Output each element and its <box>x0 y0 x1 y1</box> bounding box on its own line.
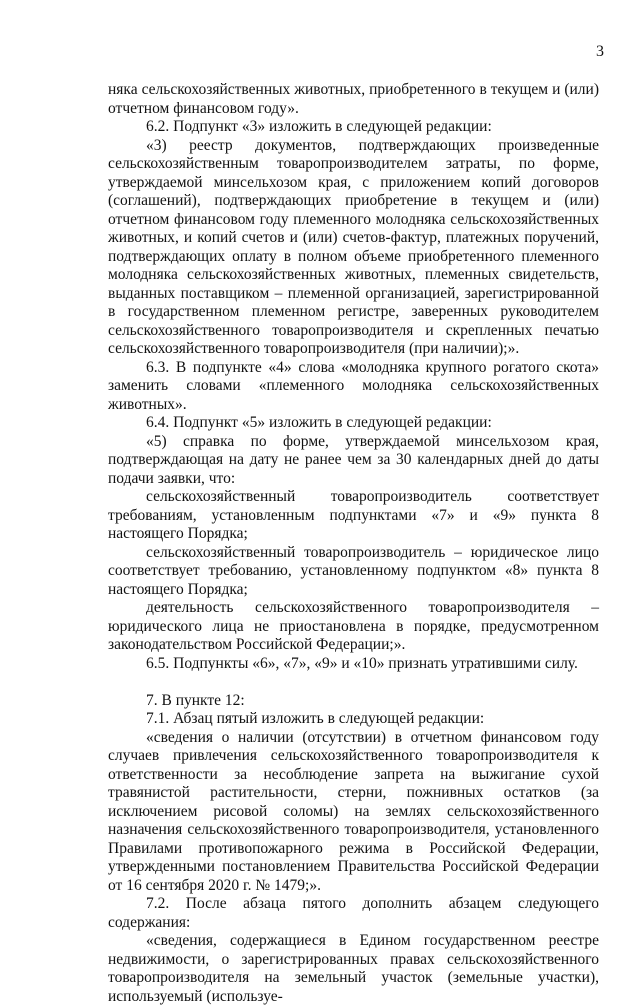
paragraph-spacer <box>108 673 599 692</box>
page-number: 3 <box>596 43 604 60</box>
paragraph: 6.3. В подпункте «4» слова «молодняка крупного рогатого скота» заменить словами «племенного молодняка сельскохозяйственных животных». <box>108 358 599 413</box>
paragraph: «5) справка по форме, утверждаемой минсельхозом края, подтверждающая на дату не ранее чем за 30 календарных дней до даты подачи заявки, что: <box>108 432 599 487</box>
paragraph: «сведения о наличии (отсутствии) в отчетном финансовом году случаев привлечения сельскохозяйственного товаропроизводителя к ответственности за несоблюдение запрета на выжигание сухой травянистой растительности, стерни, пожнивных остатков (за исключением рисовой соломы) на землях сельскохозяйственного назначения сельскохозяйственного товаропроизводителя, установленного Правилами противопожарного режима в Российской Федерации, утвержденными постановлением Правительства Российской Федерации от 16 сентября 2020 г. № 1479;». <box>108 728 599 894</box>
paragraph: деятельность сельскохозяйственного товаропроизводителя – юридического лица не приостановлена в порядке, предусмотренном законодательством Российской Федерации;». <box>108 599 599 653</box>
document-body <box>108 81 599 1006</box>
paragraph: 6.2. Подпункт «3» изложить в следующей редакции: <box>146 118 492 135</box>
paragraph: 7. В пункте 12: <box>146 691 245 709</box>
paragraph: 7.1. Абзац пятый изложить в следующей редакции: <box>146 710 485 727</box>
paragraph: 6.5. Подпункты «6», «7», «9» и «10» признать утратившими силу. <box>146 654 578 672</box>
paragraph: «3) реестр документов, подтверждающих произведенные сельскохозяйственным товаропроизводителем затраты, по форме, утверждаемой минсельхозом края, с приложением копий договоров (соглашений), подтверждающих приобретение в текущем и (или) отчетном финансовом году племенного молодняка сельскохозяйственных животных, и копий счетов и (или) счетов-фактур, платежных поручений, подтверждающих оплату в полном объеме приобретенного племенного молодняка сельскохозяйственных животных, племенных свидетельств, выданных поставщиком – племенной организацией, зарегистрированной в государственном племенном регистре, заверенных руководителем сельскохозяйственного товаропроизводителя и скрепленных печатью сельскохозяйственного товаропроизводителя (при наличии);». <box>108 136 599 357</box>
paragraph: 6.4. Подпункт «5» изложить в следующей редакции: <box>146 414 492 431</box>
paragraph: няка сельскохозяйственных животных, приобретенного в текущем и (или) отчетном финансовом году». <box>108 81 599 117</box>
paragraph: 7.2. После абзаца пятого дополнить абзацем следующего содержания: <box>108 895 599 931</box>
paragraph: сельскохозяйственный товаропроизводитель соответствует требованиям, установленным подпунктами «7» и «9» пункта 8 настоящего Порядка; <box>108 488 599 542</box>
paragraph: сельскохозяйственный товаропроизводитель – юридическое лицо соответствует требованию, установленному подпунктом «8» пункта 8 настоящего Порядка; <box>108 543 599 598</box>
paragraph: «сведения, содержащиеся в Едином государственном реестре недвижимости, о зарегистрированных правах сельскохозяйственного товаропроизводителя на земельный участок (земельные участки), используемый (используе- <box>108 932 599 1005</box>
